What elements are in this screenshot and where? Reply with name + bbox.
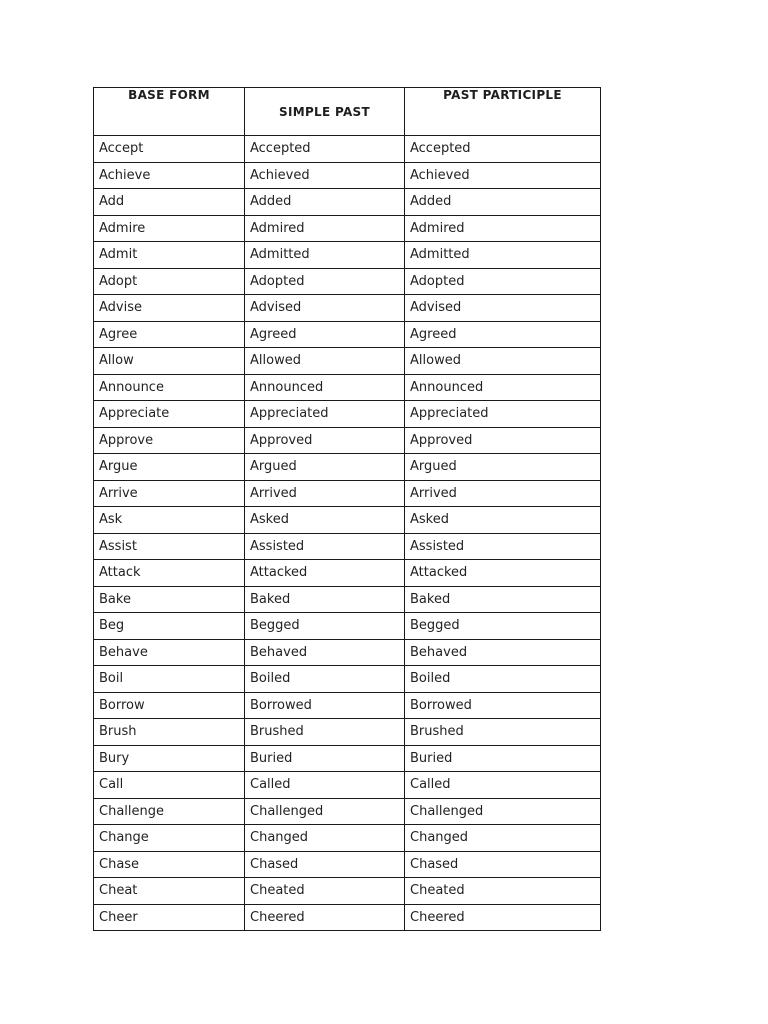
cell-simple-past: Brushed <box>245 719 405 746</box>
cell-past-participle: Cheered <box>405 904 601 931</box>
cell-past-participle: Behaved <box>405 639 601 666</box>
table-row <box>94 745 601 772</box>
cell-simple-past: Called <box>245 772 405 799</box>
cell-base-form: Beg <box>94 613 245 640</box>
cell-simple-past: Boiled <box>245 666 405 693</box>
cell-past-participle: Buried <box>405 745 601 772</box>
cell-base-form: Approve <box>94 427 245 454</box>
table-row <box>94 268 601 295</box>
table-row <box>94 136 601 163</box>
cell-base-form: Challenge <box>94 798 245 825</box>
table-row <box>94 878 601 905</box>
cell-simple-past: Assisted <box>245 533 405 560</box>
cell-simple-past: Achieved <box>245 162 405 189</box>
table-row <box>94 162 601 189</box>
header-base-form: BASE FORM <box>94 88 245 136</box>
cell-past-participle: Adopted <box>405 268 601 295</box>
cell-base-form: Add <box>94 189 245 216</box>
header-simple-past: SIMPLE PAST <box>245 88 405 136</box>
cell-base-form: Appreciate <box>94 401 245 428</box>
cell-simple-past: Approved <box>245 427 405 454</box>
cell-base-form: Agree <box>94 321 245 348</box>
table-row <box>94 321 601 348</box>
cell-simple-past: Admitted <box>245 242 405 269</box>
cell-simple-past: Arrived <box>245 480 405 507</box>
cell-base-form: Ask <box>94 507 245 534</box>
cell-past-participle: Challenged <box>405 798 601 825</box>
cell-simple-past: Challenged <box>245 798 405 825</box>
cell-base-form: Boil <box>94 666 245 693</box>
table-row <box>94 560 601 587</box>
cell-base-form: Bury <box>94 745 245 772</box>
cell-base-form: Chase <box>94 851 245 878</box>
table-row <box>94 533 601 560</box>
cell-simple-past: Agreed <box>245 321 405 348</box>
table-row <box>94 692 601 719</box>
cell-simple-past: Admired <box>245 215 405 242</box>
cell-past-participle: Brushed <box>405 719 601 746</box>
cell-base-form: Arrive <box>94 480 245 507</box>
cell-base-form: Admire <box>94 215 245 242</box>
cell-past-participle: Cheated <box>405 878 601 905</box>
cell-past-participle: Announced <box>405 374 601 401</box>
cell-past-participle: Boiled <box>405 666 601 693</box>
header-past-participle: PAST PARTICIPLE <box>405 88 601 136</box>
cell-past-participle: Attacked <box>405 560 601 587</box>
cell-past-participle: Arrived <box>405 480 601 507</box>
cell-past-participle: Called <box>405 772 601 799</box>
table-row <box>94 374 601 401</box>
table-row <box>94 613 601 640</box>
table-header-row <box>94 88 601 136</box>
cell-simple-past: Accepted <box>245 136 405 163</box>
cell-simple-past: Behaved <box>245 639 405 666</box>
table-row <box>94 666 601 693</box>
table-row <box>94 348 601 375</box>
cell-base-form: Announce <box>94 374 245 401</box>
cell-past-participle: Admired <box>405 215 601 242</box>
cell-past-participle: Achieved <box>405 162 601 189</box>
cell-base-form: Achieve <box>94 162 245 189</box>
cell-simple-past: Begged <box>245 613 405 640</box>
table-row <box>94 825 601 852</box>
table-row <box>94 507 601 534</box>
cell-base-form: Bake <box>94 586 245 613</box>
table-body <box>94 136 601 931</box>
cell-past-participle: Argued <box>405 454 601 481</box>
table-row <box>94 215 601 242</box>
cell-simple-past: Baked <box>245 586 405 613</box>
table-row <box>94 189 601 216</box>
cell-base-form: Behave <box>94 639 245 666</box>
cell-past-participle: Begged <box>405 613 601 640</box>
cell-simple-past: Adopted <box>245 268 405 295</box>
cell-base-form: Assist <box>94 533 245 560</box>
cell-simple-past: Announced <box>245 374 405 401</box>
cell-simple-past: Cheered <box>245 904 405 931</box>
cell-past-participle: Accepted <box>405 136 601 163</box>
cell-past-participle: Appreciated <box>405 401 601 428</box>
cell-past-participle: Changed <box>405 825 601 852</box>
cell-base-form: Argue <box>94 454 245 481</box>
cell-base-form: Adopt <box>94 268 245 295</box>
cell-base-form: Attack <box>94 560 245 587</box>
cell-base-form: Allow <box>94 348 245 375</box>
cell-base-form: Accept <box>94 136 245 163</box>
cell-simple-past: Allowed <box>245 348 405 375</box>
cell-past-participle: Admitted <box>405 242 601 269</box>
table-row <box>94 719 601 746</box>
cell-base-form: Change <box>94 825 245 852</box>
cell-base-form: Brush <box>94 719 245 746</box>
table-row <box>94 586 601 613</box>
cell-simple-past: Added <box>245 189 405 216</box>
cell-simple-past: Argued <box>245 454 405 481</box>
cell-simple-past: Chased <box>245 851 405 878</box>
table-row <box>94 427 601 454</box>
table-row <box>94 851 601 878</box>
cell-past-participle: Chased <box>405 851 601 878</box>
verb-forms-table <box>93 87 601 931</box>
cell-simple-past: Borrowed <box>245 692 405 719</box>
cell-base-form: Call <box>94 772 245 799</box>
table-row <box>94 295 601 322</box>
cell-simple-past: Changed <box>245 825 405 852</box>
table-row <box>94 480 601 507</box>
cell-past-participle: Asked <box>405 507 601 534</box>
cell-simple-past: Asked <box>245 507 405 534</box>
table-row <box>94 454 601 481</box>
cell-simple-past: Cheated <box>245 878 405 905</box>
cell-base-form: Admit <box>94 242 245 269</box>
table-row <box>94 798 601 825</box>
cell-past-participle: Advised <box>405 295 601 322</box>
cell-past-participle: Borrowed <box>405 692 601 719</box>
cell-past-participle: Allowed <box>405 348 601 375</box>
cell-base-form: Cheat <box>94 878 245 905</box>
table-row <box>94 242 601 269</box>
table-row <box>94 401 601 428</box>
cell-past-participle: Approved <box>405 427 601 454</box>
table-row <box>94 772 601 799</box>
cell-base-form: Advise <box>94 295 245 322</box>
cell-simple-past: Advised <box>245 295 405 322</box>
cell-simple-past: Buried <box>245 745 405 772</box>
cell-simple-past: Attacked <box>245 560 405 587</box>
cell-base-form: Cheer <box>94 904 245 931</box>
cell-base-form: Borrow <box>94 692 245 719</box>
cell-past-participle: Baked <box>405 586 601 613</box>
cell-past-participle: Added <box>405 189 601 216</box>
table-row <box>94 904 601 931</box>
cell-simple-past: Appreciated <box>245 401 405 428</box>
cell-past-participle: Agreed <box>405 321 601 348</box>
table-row <box>94 639 601 666</box>
cell-past-participle: Assisted <box>405 533 601 560</box>
